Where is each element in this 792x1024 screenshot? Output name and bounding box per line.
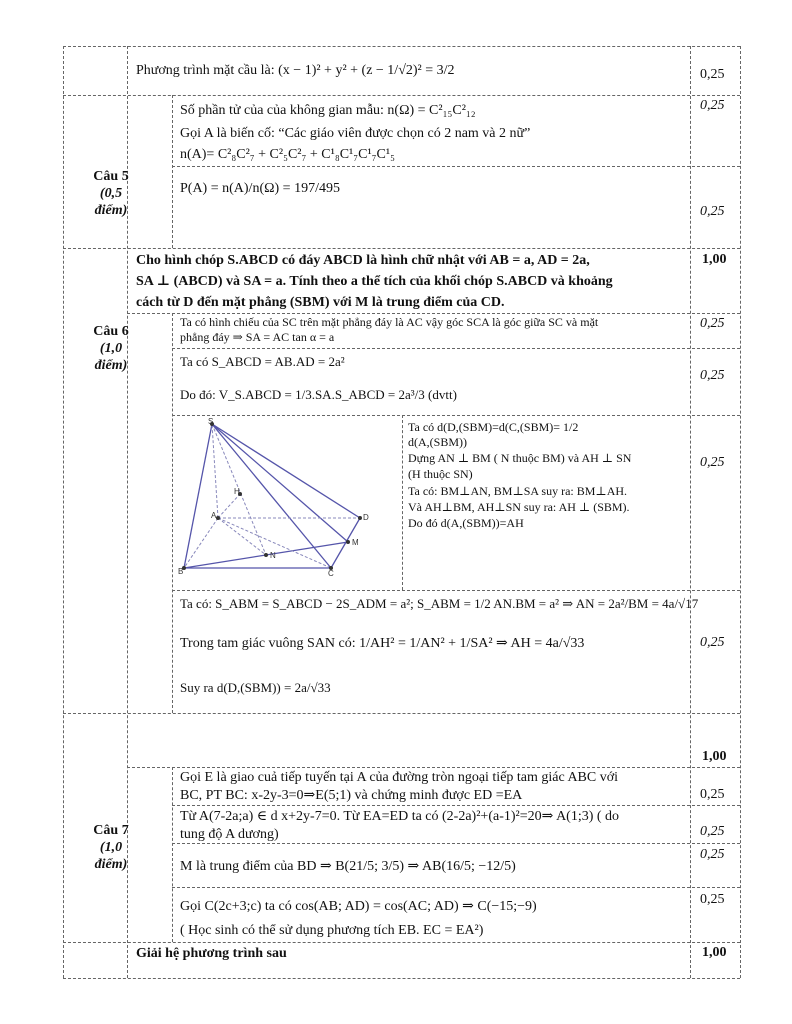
cau5-title: Câu 5 [93,169,129,184]
cau5-label [63,168,159,219]
cau5-score1: 0,25 [700,98,725,113]
row-line-cau5 [63,95,740,96]
cau6-label [63,323,159,374]
cau6-score4: 0,25 [700,635,725,650]
fig-label-s: S [208,418,214,426]
cau5-line2: Gọi A là biến cố: “Các giáo viên được chọn có 2 nam và 2 nữ” [180,126,531,141]
cau6-points: (1,0 điểm) [94,341,128,373]
fig-label-d: D [363,513,369,522]
cau6-step2: Ta có S_ABCD = AB.AD = 2a² [180,354,345,369]
cau6-step1a: Ta có hình chiếu của SC trên mặt phẳng đáy là AC vậy góc SCA là góc giữa SC và mặt [180,315,599,329]
cau7-label [63,822,159,873]
row-line-cau7 [63,713,740,714]
cau6-step6: Suy ra d(D,(SBM)) = 2a/√33 [180,680,331,695]
cau7-c1: M là trung điểm của BD ⇒ B(21/5; 3/5) ⇒ AB(16/5; −12/5) [180,859,516,874]
cau7-a1: Gọi E là giao cuả tiếp tuyến tại A của đường tròn ngoại tiếp tam giác ABC với [180,770,619,785]
sphere-equation-text: Phương trình mặt cầu là: (x − 1)² + y² + (z − 1/√2)² = 3/2 [136,63,455,78]
cau5-points: (0,5 điểm) [94,186,128,218]
figure-divider [402,415,403,590]
table-divider-col2 [172,95,173,248]
row-line-top [63,46,740,47]
cau7-score4: 0,25 [700,892,725,907]
cau7-a2: BC, PT BC: x-2y-3=0⇒E(5;1) và chứng minh được ED =EA [180,788,523,803]
table-divider-score [690,46,691,978]
row-line-c7-d [172,887,740,888]
fig-label-c: C [328,569,334,578]
row-line-cau6 [63,248,740,249]
fig-label-n: N [270,551,276,560]
cau7-score1: 0,25 [700,787,725,802]
row-line-c6-d [172,590,740,591]
cau6-step3: Do đó: V_S.ABCD = 1/3.SA.S_ABCD = 2a³/3 (dvtt) [180,387,457,402]
cau7-d1: Gọi C(2c+3;c) ta có cos(AB; AD) = cos(AC; AD) ⇒ C(−15;−9) [180,899,537,914]
cau6-problem1: Cho hình chóp S.ABCD có đáy ABCD là hình chữ nhật với AB = a, AD = 2a, [136,253,590,268]
cau6-right7: Do đó d(A,(SBM))=AH [408,516,524,530]
final-score: 1,00 [702,945,727,960]
cau6-problem2: SA ⊥ (ABCD) và SA = a. Tính theo a thể tích của khối chóp S.ABCD và khoảng [136,274,613,289]
row-line-bottom [63,978,740,979]
pyramid-figure [176,418,398,588]
row-line-c7-b [172,805,740,806]
cau7-b2: tung độ A dương) [180,827,279,842]
table-divider-col2b [172,313,173,713]
fig-label-h: H [234,487,240,496]
cau5-score2: 0,25 [700,204,725,219]
cau7-score3: 0,25 [700,847,725,862]
cau5-line4: P(A) = n(A)/n(Ω) = 197/495 [180,181,340,196]
fig-label-b: B [178,567,184,576]
cau7-score2: 0,25 [700,824,725,839]
cau7-points: (1,0 điểm) [94,840,128,872]
sphere-equation [136,62,455,79]
fig-label-a: A [211,511,217,520]
cau6-title: Câu 6 [93,324,129,339]
row-line-c6-c [172,415,740,416]
score-top: 0,25 [700,67,725,82]
cau5-line3: n(A)= C²₈C²₇ + C²₅C²₇ + C¹₈C¹₇C¹₇C¹₅ [180,147,395,162]
cau7-b1: Từ A(7-2a;a) ∈ d x+2y-7=0. Từ EA=ED ta có (2-2a)²+(a-1)²=20⇒ A(1;3) ( do [180,809,620,824]
cau6-right5: Ta có: BM⊥AN, BM⊥SA suy ra: BM⊥AH. [408,484,628,498]
cau7-total: 1,00 [702,749,727,764]
final-problem: Giải hệ phương trình sau [136,946,287,961]
cau5-line1: Số phần tử của của không gian mẫu: n(Ω) = C²₁₅C²₁₂ [180,103,476,118]
cau6-step5: Trong tam giác vuông SAN có: 1/AH² = 1/AN² + 1/SA² ⇒ AH = 4a/√33 [180,636,585,651]
cau6-right4: (H thuộc SN) [408,467,473,481]
cau6-problem3: cách từ D đến mặt phẳng (SBM) với M là trung điểm của CD. [136,295,505,310]
cau6-right3: Dựng AN ⊥ BM ( N thuộc BM) và AH ⊥ SN [408,451,632,465]
row-line-c6-b [172,348,740,349]
table-divider-col2c [172,767,173,942]
row-line-c7-c [172,843,740,844]
cau7-d2: ( Học sinh có thể sử dụng phương tích EB. EC = EA²) [180,923,484,938]
cau6-step4: Ta có: S_ABM = S_ABCD − 2S_ADM = a²; S_ABM = 1/2 AN.BM = a² ⇒ AN = 2a²/BM = 4a/√17 [180,596,699,611]
row-line-c7-a [127,767,740,768]
cau6-score3: 0,25 [700,455,725,470]
row-line-final [63,942,740,943]
row-line-c6-a [127,313,740,314]
cau6-right2: d(A,(SBM)) [408,435,467,449]
cau6-right6: Và AH⊥BM, AH⊥SN suy ra: AH ⊥ (SBM). [408,500,630,514]
table-border-right [740,46,741,978]
cau6-score2: 0,25 [700,368,725,383]
cau7-title: Câu 7 [93,823,129,838]
cau6-total: 1,00 [702,252,727,267]
cau6-step1b: phẳng đáy ⇒ SA = AC tan α = a [180,330,335,344]
cau6-right1: Ta có d(D,(SBM)=d(C,(SBM)= 1/2 [408,420,579,434]
row-line-c5-mid [172,166,740,167]
cau6-score1: 0,25 [700,316,725,331]
fig-label-m: M [352,538,359,547]
